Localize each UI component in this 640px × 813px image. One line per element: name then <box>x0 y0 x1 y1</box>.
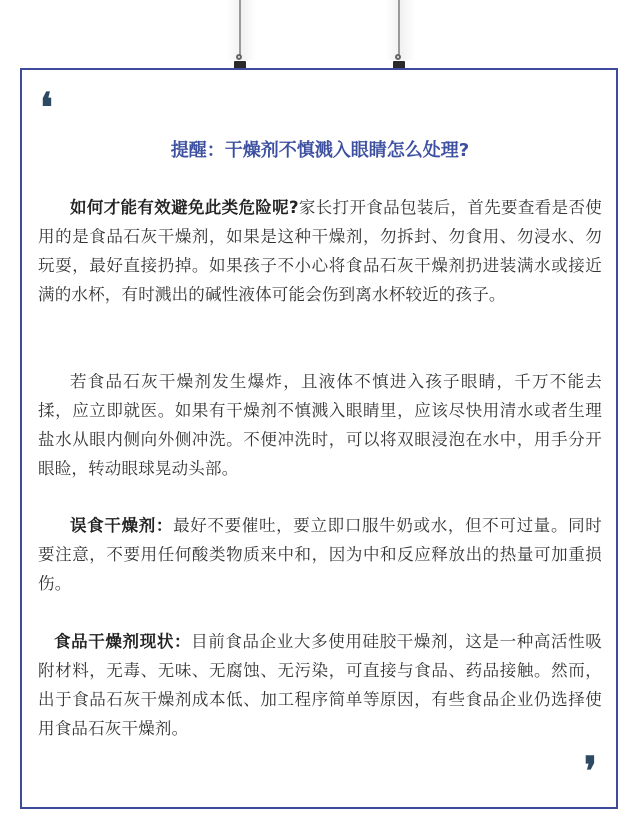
hanger-shadow-right <box>385 0 415 60</box>
hanger-wire-right <box>398 0 400 56</box>
paragraph-current-status <box>38 627 602 743</box>
paragraph-lead: 误食干燥剂： <box>70 516 174 535</box>
paragraph-body: 最好不要催吐，要立即口服牛奶或水，但不可过量。同时要注意，不要用任何酸类物质来中和，因为中和反应释放出的热量可加重损伤。 <box>38 516 602 593</box>
hanger-shadow-left <box>226 0 256 60</box>
article-title: 提醒：干燥剂不慎溅入眼睛怎么处理? <box>170 140 470 161</box>
paragraph-lead: 食品干燥剂现状： <box>54 632 192 651</box>
paragraph-body: 家长打开食品包装后，首先要查看是否使用的是食品石灰干燥剂，如果是这种干燥剂，勿拆封、勿食用、勿浸水、勿玩耍，最好直接扔掉。如果孩子不小心将食品石灰干燥剂扔进装满水或接近满的水杯，有时溅出的碱性液体可能会伤到离水杯较近的孩子。 <box>38 198 602 304</box>
hanger-wire-left <box>239 0 241 56</box>
close-quote-icon: ❜ <box>584 748 597 795</box>
paragraph-prevention <box>38 193 602 309</box>
paragraph-eye-injury <box>38 367 602 483</box>
paragraph-ingestion <box>38 511 602 598</box>
paragraph-lead: 如何才能有效避免此类危险呢? <box>70 198 299 217</box>
paragraph-body: 若食品石灰干燥剂发生爆炸，且液体不慎进入孩子眼睛，千万不能去揉，应立即就医。如果有干燥剂不慎溅入眼睛里，应该尽快用清水或者生理盐水从眼内侧向外侧冲洗。不便冲洗时，可以将双眼浸泡在水中，用手分开眼睑，转动眼球晃动头部。 <box>38 372 602 478</box>
open-quote-icon: ❛ <box>40 84 53 131</box>
paragraph-body: 目前食品企业大多使用硅胶干燥剂，这是一种高活性吸附材料，无毒、无味、无腐蚀、无污染，可直接与食品、药品接触。然而，出于食品石灰干燥剂成本低、加工程序简单等原因，有些食品企业仍选择使用食品石灰干燥剂。 <box>38 632 602 738</box>
